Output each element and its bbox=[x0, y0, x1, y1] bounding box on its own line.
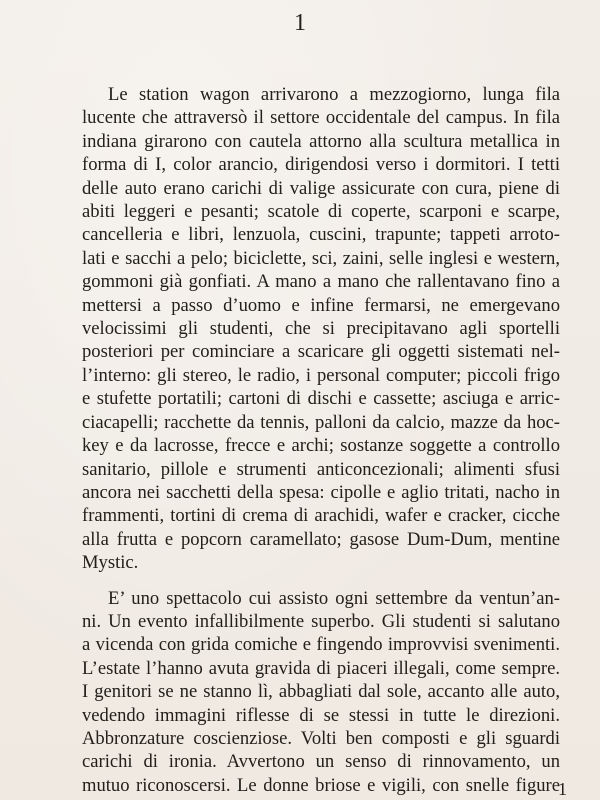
paragraph-gap bbox=[82, 575, 560, 587]
text-line: mettersi a passo d’uomo e infine fermarsi, ne emergevano bbox=[82, 294, 560, 316]
text-line: carichi di ironia. Avvertono un senso di rinnovamento, un bbox=[82, 751, 560, 773]
text-line: posteriori per cominciare a scaricare gli oggetti sistemati nel- bbox=[82, 341, 560, 363]
text-line: a vicenda con grida comiche e fingendo improvvisi svenimenti. bbox=[82, 634, 560, 656]
text-line: vedendo immagini riflesse di se stessi in tutte le direzioni. bbox=[82, 704, 560, 726]
text-line: sanitario, pillole e strumenti anticoncezionali; alimenti sfusi bbox=[82, 458, 560, 480]
text-line: lucente che attraversò il settore occidentale del campus. In fila bbox=[82, 107, 560, 129]
text-line: l’interno: gli stereo, le radio, i personal computer; piccoli frigo bbox=[82, 364, 560, 386]
text-line: forma di I, color arancio, dirigendosi verso i dormitori. I tetti bbox=[82, 154, 560, 176]
text-line: alla frutta e popcorn caramellato; gasose Dum-Dum, mentine bbox=[82, 528, 560, 550]
text-line: Abbronzature coscienziose. Volti ben composti e gli sguardi bbox=[82, 727, 560, 749]
text-line: lati e sacchi a pelo; biciclette, sci, zaini, selle inglesi e western, bbox=[82, 247, 560, 269]
body-text bbox=[82, 83, 560, 797]
text-line: frammenti, tortini di crema di arachidi, wafer e cracker, cicche bbox=[82, 505, 560, 527]
text-line: I genitori se ne stanno lì, abbagliati dal sole, accanto alle auto, bbox=[82, 681, 560, 703]
text-line: key e da lacrosse, frecce e archi; sostanze soggette a controllo bbox=[82, 435, 560, 457]
text-line: E’ uno spettacolo cui assisto ogni settembre da ventun’an- bbox=[108, 587, 560, 609]
text-line: ciacapelli; racchette da tennis, palloni da calcio, mazze da hoc- bbox=[82, 411, 560, 433]
text-line: gommoni già gonfiati. A mano a mano che rallentavano fino a bbox=[82, 271, 560, 293]
text-line: L’estate l’hanno avuta gravida di piaceri illegali, come sempre. bbox=[82, 657, 560, 679]
paragraph-1 bbox=[82, 83, 560, 575]
chapter-number: 1 bbox=[294, 10, 306, 36]
text-line: indiana girarono con cautela attorno alla scultura metallica in bbox=[82, 130, 560, 152]
text-line: e stufette portatili; cartoni di dischi e cassette; asciuga e arric- bbox=[82, 388, 560, 410]
text-line: mutuo riconoscersi. Le donne briose e vigili, con snelle figure bbox=[82, 774, 560, 796]
text-line: delle auto erano carichi di valige assicurate con cura, piene di bbox=[82, 177, 560, 199]
paragraph-2 bbox=[82, 587, 560, 798]
text-line: ni. Un evento infallibilmente superbo. Gli studenti si salutano bbox=[82, 610, 560, 632]
text-line: abiti leggeri e pesanti; scatole di coperte, scarponi e scarpe, bbox=[82, 201, 560, 223]
text-line: Mystic. bbox=[82, 552, 139, 574]
text-line: Le station wagon arrivarono a mezzogiorno, lunga fila bbox=[108, 84, 560, 105]
text-line: cancelleria e libri, lenzuola, cuscini, trapunte; tappeti arroto- bbox=[82, 224, 560, 246]
text-line: ancora nei sacchetti della spesa: cipolle e aglio tritati, nacho in bbox=[82, 481, 560, 503]
page-number: 1 bbox=[558, 779, 567, 799]
text-line: velocissimi gli studenti, che si precipitavano agli sportelli bbox=[82, 318, 560, 340]
